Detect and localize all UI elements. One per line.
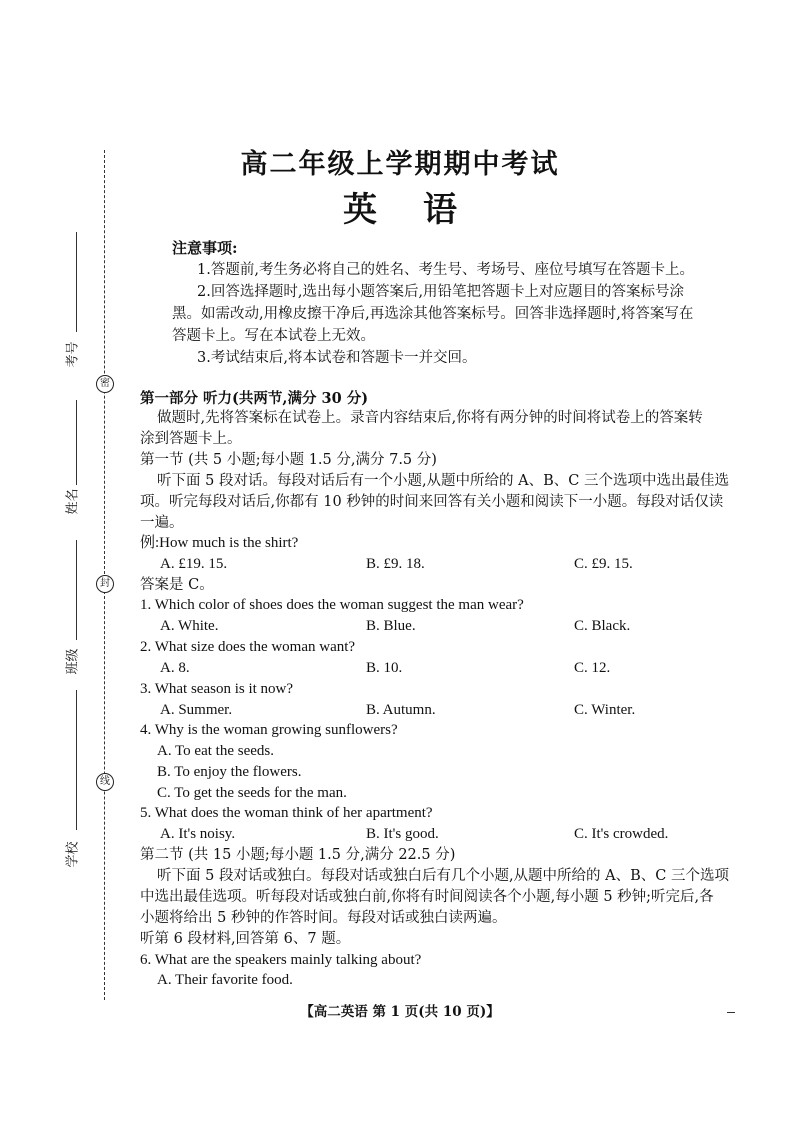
- q5-option-c: C. It's crowded.: [574, 826, 669, 842]
- question-4: 4. Why is the woman growing sunflowers?: [140, 722, 398, 738]
- question-5: 5. What does the woman think of her apartment?: [140, 805, 433, 821]
- section1-heading: 第一节 (共 5 小题;每小题 1.5 分,满分 7.5 分): [140, 452, 437, 468]
- part1-heading: 第一部分 听力(共两节,满分 30 分): [140, 390, 369, 407]
- material-instruction: 听第 6 段材料,回答第 6、7 题。: [140, 931, 351, 947]
- section2-heading: 第二节 (共 15 小题;每小题 1.5 分,满分 22.5 分): [140, 847, 456, 863]
- exam-title: 高二年级上学期期中考试: [240, 149, 560, 180]
- question-2: 2. What size does the woman want?: [140, 639, 356, 655]
- field-line-exam-number: [76, 232, 77, 332]
- notice-line: 黑。如需改动,用橡皮擦干净后,再选涂其他答案标号。回答非选择题时,将答案写在: [172, 306, 694, 322]
- field-label-class: 班级: [65, 648, 81, 675]
- q2-option-b: B. 10.: [366, 660, 403, 676]
- part1-intro-line: 做题时,先将答案标在试卷上。录音内容结束后,你将有两分钟的时间将试卷上的答案转: [157, 410, 703, 426]
- example-answer: 答案是 C。: [140, 577, 214, 593]
- field-label-name: 姓名: [65, 488, 81, 515]
- notice-line: 答题卡上。写在本试卷上无效。: [172, 328, 375, 344]
- corner-mark: [727, 1012, 735, 1013]
- section1-intro-line: 一遍。: [140, 515, 184, 531]
- q1-option-b: B. Blue.: [366, 618, 416, 634]
- seal-xian: 线: [96, 773, 114, 791]
- notice-heading: 注意事项:: [172, 239, 238, 257]
- q1-option-c: C. Black.: [574, 618, 631, 634]
- field-label-school: 学校: [65, 841, 81, 868]
- part1-intro-line: 涂到答题卡上。: [140, 431, 242, 447]
- field-label-exam-number: 考号: [65, 341, 81, 368]
- q3-option-b: B. Autumn.: [366, 702, 436, 718]
- field-line-school: [76, 690, 77, 830]
- q3-option-c: C. Winter.: [574, 702, 636, 718]
- seal-feng: 封: [96, 575, 114, 593]
- section2-intro-line: 听下面 5 段对话或独白。每段对话或独白后有几个小题,从题中所给的 A、B、C 三个选项: [157, 868, 729, 884]
- page-footer: 【高二英语 第 1 页(共 10 页)】: [300, 1004, 500, 1020]
- q2-option-a: A. 8.: [160, 660, 190, 676]
- q6-option-a: A. Their favorite food.: [157, 972, 293, 988]
- question-3: 3. What season is it now?: [140, 681, 294, 697]
- q4-option-a: A. To eat the seeds.: [157, 743, 274, 759]
- section2-intro-line: 小题将给出 5 秒钟的作答时间。每段对话或独白读两遍。: [140, 910, 507, 926]
- notice-line: 3.考试结束后,将本试卷和答题卡一并交回。: [197, 350, 477, 366]
- section1-intro-line: 项。听完每段对话后,你都有 10 秒钟的时间来回答有关小题和阅读下一小题。每段对话仅读: [140, 494, 724, 510]
- q1-option-a: A. White.: [160, 618, 219, 634]
- q4-option-c: C. To get the seeds for the man.: [157, 785, 347, 801]
- field-line-name: [76, 400, 77, 485]
- q4-option-b: B. To enjoy the flowers.: [157, 764, 302, 780]
- question-6: 6. What are the speakers mainly talking about?: [140, 952, 422, 968]
- q5-option-a: A. It's noisy.: [160, 826, 236, 842]
- example-option-b: B. £9. 18.: [366, 556, 425, 572]
- section1-intro-line: 听下面 5 段对话。每段对话后有一个小题,从题中所给的 A、B、C 三个选项中选出最佳选: [157, 473, 729, 489]
- subject-title: 英语: [343, 190, 503, 230]
- example-option-a: A. £19. 15.: [160, 556, 228, 572]
- example-option-c: C. £9. 15.: [574, 556, 633, 572]
- notice-line: 2.回答选择题时,选出每小题答案后,用铅笔把答题卡上对应题目的答案标号涂: [197, 284, 685, 300]
- q2-option-c: C. 12.: [574, 660, 611, 676]
- seal-mi: 密: [96, 375, 114, 393]
- q3-option-a: A. Summer.: [160, 702, 233, 718]
- section2-intro-line: 中选出最佳选项。听每段对话或独白前,你将有时间阅读各个小题,每小题 5 秒钟;听完后,各: [140, 889, 714, 905]
- field-line-class: [76, 540, 77, 640]
- example-question: 例:How much is the shirt?: [140, 535, 299, 551]
- notice-line: 1.答题前,考生务必将自己的姓名、考生号、考场号、座位号填写在答题卡上。: [197, 262, 694, 278]
- question-1: 1. Which color of shoes does the woman suggest the man wear?: [140, 597, 524, 613]
- q5-option-b: B. It's good.: [366, 826, 439, 842]
